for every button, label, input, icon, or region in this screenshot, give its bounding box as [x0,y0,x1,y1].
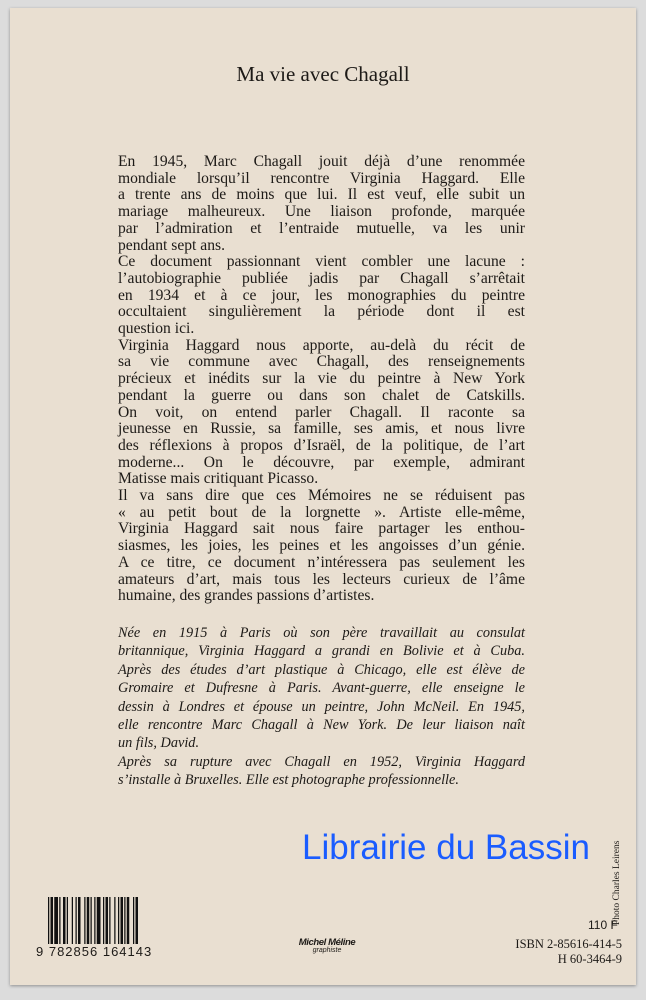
text-line: dessin à Londres et épouse un peintre, John McNeil. En 1945, [118,698,525,715]
text-line: Ce document passionnant vient combler une lacune : [118,253,525,271]
barcode-bar [97,897,101,947]
barcode-bar [84,897,85,947]
text-line: par l’admiration et l’entraide mutuelle, va les unir [118,219,525,237]
price: 110 F [588,918,618,932]
text-line: siasmes, les joies, les peines et les angoisses d’un génie. [118,537,525,555]
book-title: Ma vie avec Chagall [236,62,410,86]
text-line: britannique, Virginia Haggard a grandi en Bolivie et à Cuba. [118,643,525,660]
publisher-logo [296,937,358,954]
text-line: Matisse mais critiquant Picasso. [118,470,319,488]
summary-text [118,154,525,605]
barcode-bar [72,897,73,947]
text-line: précieux et inédits sur la vie du peintre à New York [118,370,525,388]
text-line: Gromaire et Dufresne à Paris. Avant-guerre, elle enseigne le [118,680,525,697]
text-line: s’installe à Bruxelles. Elle est photographe professionnelle. [118,772,459,789]
barcode-bar [118,897,119,947]
isbn: ISBN 2-85616-414-5 [515,937,622,951]
barcode-bar [94,897,95,947]
barcode-bar [109,897,110,947]
text-line: Virginia Haggard sait nous faire partager les enthou- [118,520,525,538]
barcode-digits: 9 782856 164143 [36,944,153,959]
barcode-bar [48,897,49,947]
barcode-bar [76,897,77,947]
text-line: Virginia Haggard nous apporte, au-delà du récit de [118,336,525,354]
watermark: Librairie du Bassin [302,828,590,867]
text-line: On voit, on entend parler Chagall. Il raconte sa [118,403,525,421]
text-line: jeunesse en Russie, sa famille, ses amis, et nous livre [118,420,525,438]
text-line: l’autobiographie publiée jadis par Chagall s’arrêtait [118,269,525,287]
logo-sub: graphiste [312,947,342,954]
text-line: Après des études d’art plastique à Chicago, elle est élève de [118,661,525,678]
text-line: mariage malheureux. Une liaison profonde, marquée [118,203,525,221]
text-line: Née en 1915 à Paris où son père travaillait au consulat [118,625,525,641]
barcode-bar [127,897,130,947]
text-line: moderne... On le découvre, par exemple, admirant [118,453,525,471]
text-line: a trente ans de moins que lui. Il est veuf, elle subit un [118,186,525,204]
barcode-bar [54,897,58,947]
text-line: En 1945, Marc Chagall jouit déjà d’une renommée [118,153,525,170]
text-line: sa vie commune avec Chagall, des renseignements [118,353,525,371]
text-line: humaine, des grandes passions d’artistes. [118,587,375,605]
barcode [48,897,166,947]
text-line: Après sa rupture avec Chagall en 1952, Virginia Haggard [118,753,525,770]
text-line: des réflexions à propos d’Israël, de la politique, de l’art [118,436,525,454]
text-line: un fils, David. [118,735,200,752]
text-line: A ce titre, ce document n’intéressera pas seulement les [118,553,525,571]
barcode-bar [87,897,90,947]
barcode-bar [136,897,139,947]
barcode-bar [114,897,115,947]
barcode-bar [106,897,109,947]
barcode-bar [124,897,125,947]
text-line: pendant la guerre ou dans son chalet de Catskills. [118,386,525,404]
barcode-bar [63,897,66,947]
logo-name: Michel Méline [298,937,356,948]
barcode-bar [51,897,54,947]
isbn-block [480,937,622,967]
text-line: pendant sept ans. [118,236,225,254]
barcode-bar [67,897,68,947]
author-bio [118,624,525,790]
barcode-bar [59,897,60,947]
text-line: amateurs d’art, mais tous les lecteurs curieux de l’âme [118,570,525,588]
text-line: occultaient singulièrement la période dont il est [118,303,525,321]
barcode-bar [103,897,104,947]
text-line: Il va sans dire que ces Mémoires ne se réduisent pas [118,487,525,505]
barcode-bar [121,897,124,947]
text-line: « au petit bout de la lorgnette ». Artiste elle-même, [118,503,525,521]
text-line: elle rencontre Marc Chagall à New York. De leur liaison naît [118,717,525,734]
code: H 60-3464-9 [557,952,622,966]
barcode-bar [78,897,81,947]
barcode-bar [133,897,134,947]
text-line: en 1934 et à ce jour, les monographies du peintre [118,286,525,304]
barcode-bar [91,897,92,947]
photo-credit: Photo Charles Leirens [612,840,622,925]
text-line: mondiale lorsqu’il rencontre Virginia Haggard. Elle [118,169,525,187]
text-line: question ici. [118,320,195,338]
